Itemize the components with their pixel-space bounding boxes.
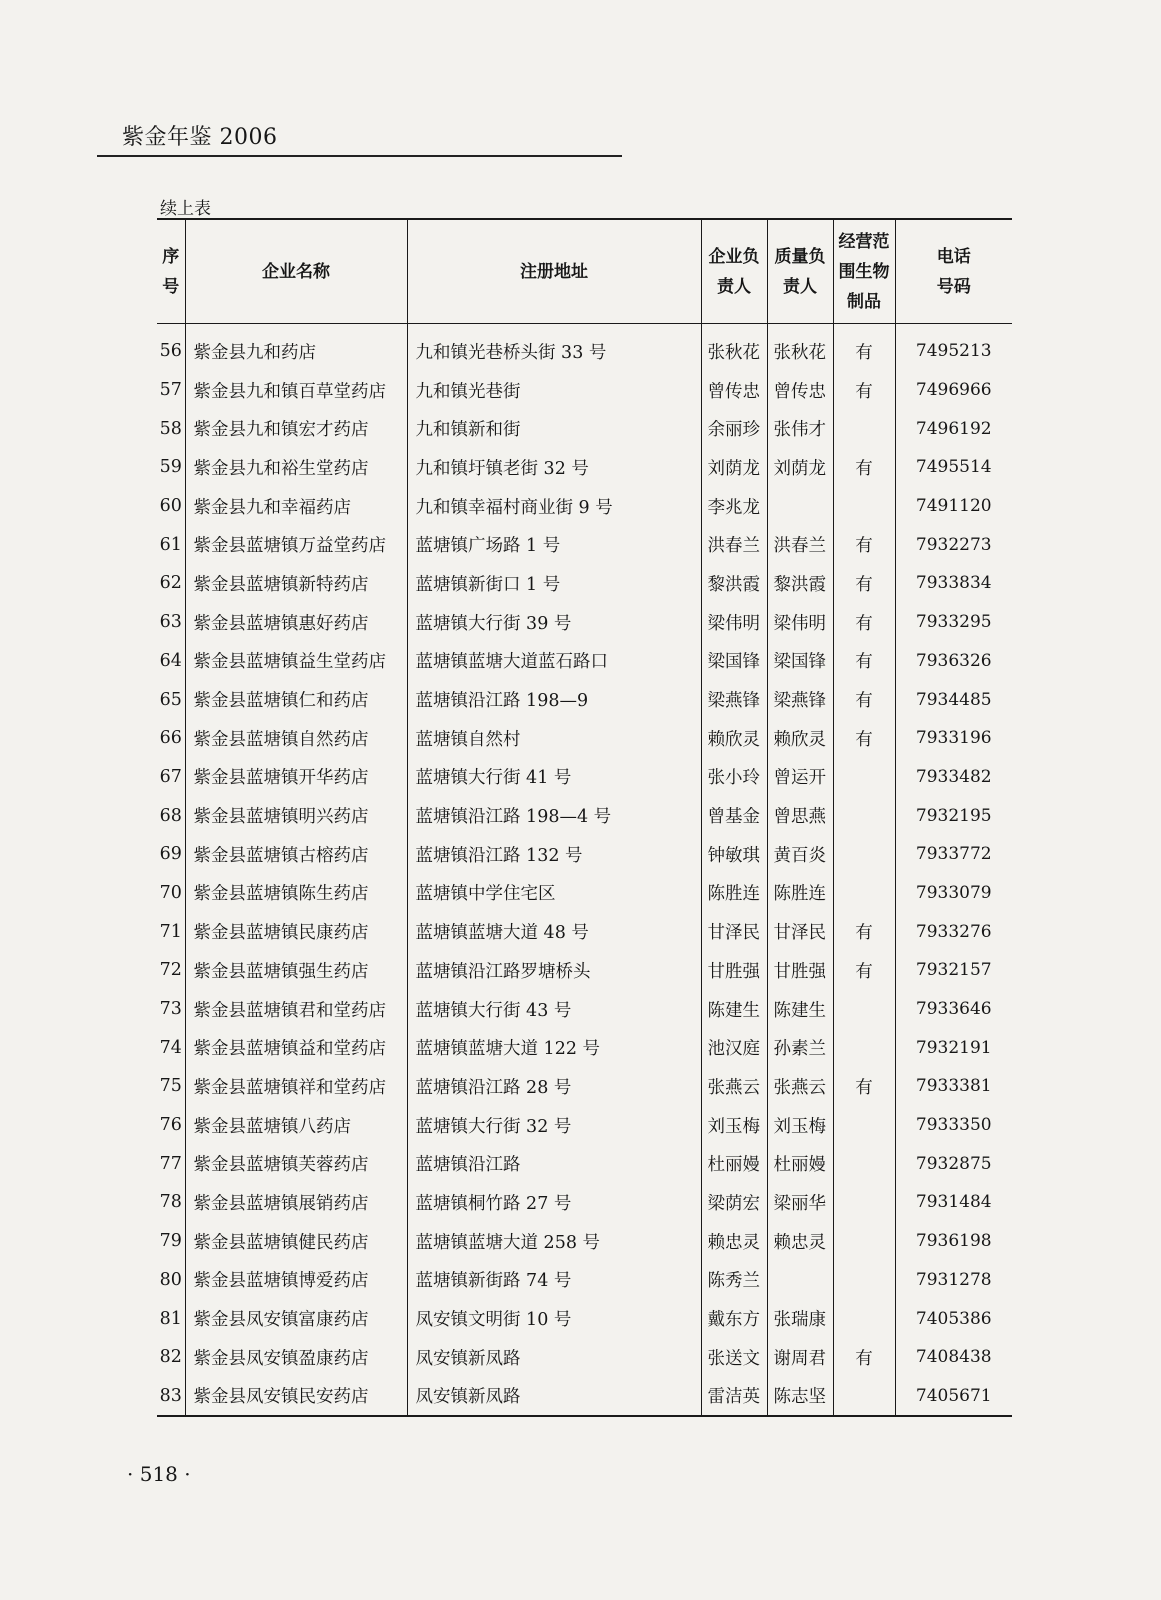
cell-quality-person: 曾传忠 [767, 371, 833, 410]
cell-quality-person: 陈建生 [767, 990, 833, 1029]
cell-phone: 7495213 [895, 324, 1012, 371]
cell-bio-products: 有 [833, 324, 895, 371]
cell-phone: 7496966 [895, 371, 1012, 410]
cell-quality-person: 曾思燕 [767, 796, 833, 835]
cell-phone: 7936198 [895, 1222, 1012, 1261]
table-row [157, 990, 1012, 1029]
cell-bio-products: 有 [833, 912, 895, 951]
cell-phone: 7933381 [895, 1067, 1012, 1106]
cell-address: 九和镇光巷桥头街 33 号 [407, 324, 701, 371]
table-row [157, 1144, 1012, 1183]
cell-address: 蓝塘镇沿江路 [407, 1144, 701, 1183]
cell-phone: 7405386 [895, 1299, 1012, 1338]
cell-phone: 7933295 [895, 603, 1012, 642]
cell-seq: 76 [159, 1115, 182, 1136]
table-row [157, 1377, 1012, 1417]
cell-bio-products: 有 [833, 371, 895, 410]
table-row [157, 680, 1012, 719]
cell-quality-person: 陈胜连 [767, 874, 833, 913]
cell-legal-person: 张送文 [701, 1338, 767, 1377]
cell-phone: 7932195 [895, 796, 1012, 835]
cell-legal-person: 戴东方 [701, 1299, 767, 1338]
cell-seq: 83 [159, 1385, 182, 1406]
cell-address: 蓝塘镇蓝塘大道蓝石路口 [407, 642, 701, 681]
cell-quality-person: 梁国锋 [767, 642, 833, 681]
col-header-address: 注册地址 [407, 219, 701, 324]
cell-seq: 82 [159, 1347, 182, 1368]
cell-quality-person: 刘荫龙 [767, 448, 833, 487]
cell-seq: 79 [159, 1231, 182, 1252]
cell-quality-person: 刘玉梅 [767, 1106, 833, 1145]
cell-name: 紫金县蓝塘镇仁和药店 [185, 680, 407, 719]
cell-seq: 70 [159, 882, 182, 903]
cell-legal-person: 雷洁英 [701, 1377, 767, 1417]
cell-quality-person: 曾运开 [767, 758, 833, 797]
cell-bio-products: 有 [833, 1067, 895, 1106]
cell-address: 凤安镇新凤路 [407, 1377, 701, 1417]
cell-address: 蓝塘镇大行街 41 号 [407, 758, 701, 797]
cell-legal-person: 曾基金 [701, 796, 767, 835]
cell-address: 蓝塘镇蓝塘大道 122 号 [407, 1028, 701, 1067]
cell-bio-products: 有 [833, 680, 895, 719]
cell-name: 紫金县蓝塘镇博爱药店 [185, 1261, 407, 1300]
cell-bio-products: 有 [833, 719, 895, 758]
cell-phone: 7933276 [895, 912, 1012, 951]
cell-bio-products [833, 874, 895, 913]
cell-bio-products [833, 1144, 895, 1183]
cell-name: 紫金县九和镇百草堂药店 [185, 371, 407, 410]
cell-address: 九和镇圩镇老街 32 号 [407, 448, 701, 487]
cell-seq: 57 [159, 380, 182, 401]
cell-legal-person: 张秋花 [701, 324, 767, 371]
cell-bio-products [833, 1222, 895, 1261]
cell-bio-products [833, 1028, 895, 1067]
cell-legal-person: 甘胜强 [701, 951, 767, 990]
cell-legal-person: 赖忠灵 [701, 1222, 767, 1261]
cell-phone: 7405671 [895, 1377, 1012, 1417]
cell-quality-person: 孙素兰 [767, 1028, 833, 1067]
cell-seq: 69 [159, 844, 182, 865]
cell-phone: 7936326 [895, 642, 1012, 681]
cell-bio-products [833, 1183, 895, 1222]
cell-legal-person: 梁伟明 [701, 603, 767, 642]
table-row [157, 835, 1012, 874]
cell-bio-products: 有 [833, 642, 895, 681]
cell-address: 蓝塘镇自然村 [407, 719, 701, 758]
cell-seq: 77 [159, 1153, 182, 1174]
cell-phone: 7933834 [895, 564, 1012, 603]
cell-quality-person: 赖忠灵 [767, 1222, 833, 1261]
table-row [157, 1338, 1012, 1377]
cell-name: 紫金县蓝塘镇万益堂药店 [185, 525, 407, 564]
cell-bio-products [833, 1377, 895, 1417]
cell-name: 紫金县蓝塘镇古榕药店 [185, 835, 407, 874]
cell-seq: 72 [159, 960, 182, 981]
cell-quality-person: 赖欣灵 [767, 719, 833, 758]
cell-bio-products [833, 1261, 895, 1300]
table-row [157, 1261, 1012, 1300]
table-row [157, 758, 1012, 797]
cell-seq: 62 [159, 573, 182, 594]
cell-phone: 7933482 [895, 758, 1012, 797]
cell-quality-person: 谢周君 [767, 1338, 833, 1377]
cell-phone: 7933196 [895, 719, 1012, 758]
cell-address: 蓝塘镇新街路 74 号 [407, 1261, 701, 1300]
cell-quality-person: 甘胜强 [767, 951, 833, 990]
cell-name: 紫金县蓝塘镇民康药店 [185, 912, 407, 951]
cell-address: 蓝塘镇中学住宅区 [407, 874, 701, 913]
cell-bio-products: 有 [833, 448, 895, 487]
cell-legal-person: 刘玉梅 [701, 1106, 767, 1145]
cell-bio-products [833, 1106, 895, 1145]
cell-quality-person: 黄百炎 [767, 835, 833, 874]
cell-legal-person: 李兆龙 [701, 487, 767, 526]
col-header-name: 企业名称 [185, 219, 407, 324]
cell-seq: 60 [159, 496, 182, 517]
table-row [157, 874, 1012, 913]
cell-name: 紫金县凤安镇富康药店 [185, 1299, 407, 1338]
cell-phone: 7931484 [895, 1183, 1012, 1222]
cell-quality-person: 梁伟明 [767, 603, 833, 642]
table-row [157, 1299, 1012, 1338]
cell-phone: 7932875 [895, 1144, 1012, 1183]
cell-name: 紫金县凤安镇民安药店 [185, 1377, 407, 1417]
cell-legal-person: 梁荫宏 [701, 1183, 767, 1222]
table-row [157, 912, 1012, 951]
cell-legal-person: 梁燕锋 [701, 680, 767, 719]
cell-name: 紫金县蓝塘镇强生药店 [185, 951, 407, 990]
table-row [157, 409, 1012, 448]
cell-phone: 7932157 [895, 951, 1012, 990]
cell-phone: 7491120 [895, 487, 1012, 526]
cell-quality-person [767, 1261, 833, 1300]
cell-name: 紫金县凤安镇盈康药店 [185, 1338, 407, 1377]
cell-quality-person: 张瑞康 [767, 1299, 833, 1338]
cell-quality-person: 黎洪霞 [767, 564, 833, 603]
cell-address: 蓝塘镇大行街 32 号 [407, 1106, 701, 1145]
cell-bio-products: 有 [833, 525, 895, 564]
cell-seq: 67 [159, 766, 182, 787]
cell-phone: 7933772 [895, 835, 1012, 874]
cell-legal-person: 陈秀兰 [701, 1261, 767, 1300]
cell-phone: 7933350 [895, 1106, 1012, 1145]
cell-name: 紫金县九和幸福药店 [185, 487, 407, 526]
cell-legal-person: 池汉庭 [701, 1028, 767, 1067]
table-row [157, 324, 1012, 371]
table-row [157, 525, 1012, 564]
cell-address: 蓝塘镇沿江路 198—4 号 [407, 796, 701, 835]
cell-bio-products [833, 758, 895, 797]
cell-bio-products [833, 796, 895, 835]
cell-seq: 66 [159, 728, 182, 749]
cell-address: 蓝塘镇新街口 1 号 [407, 564, 701, 603]
cell-seq: 56 [159, 341, 182, 362]
cell-seq: 81 [159, 1308, 182, 1329]
cell-name: 紫金县九和裕生堂药店 [185, 448, 407, 487]
cell-name: 紫金县蓝塘镇君和堂药店 [185, 990, 407, 1029]
cell-phone: 7496192 [895, 409, 1012, 448]
cell-address: 九和镇光巷街 [407, 371, 701, 410]
cell-quality-person: 陈志坚 [767, 1377, 833, 1417]
cell-name: 紫金县蓝塘镇芙蓉药店 [185, 1144, 407, 1183]
cell-phone: 7495514 [895, 448, 1012, 487]
cell-address: 蓝塘镇沿江路罗塘桥头 [407, 951, 701, 990]
cell-quality-person: 甘泽民 [767, 912, 833, 951]
table-row [157, 448, 1012, 487]
cell-legal-person: 刘荫龙 [701, 448, 767, 487]
cell-address: 蓝塘镇蓝塘大道 258 号 [407, 1222, 701, 1261]
cell-address: 蓝塘镇桐竹路 27 号 [407, 1183, 701, 1222]
cell-quality-person: 张伟才 [767, 409, 833, 448]
table-row [157, 1028, 1012, 1067]
cell-address: 凤安镇文明街 10 号 [407, 1299, 701, 1338]
table-row [157, 1067, 1012, 1106]
cell-legal-person: 张燕云 [701, 1067, 767, 1106]
table-body [157, 324, 1012, 1417]
cell-name: 紫金县蓝塘镇自然药店 [185, 719, 407, 758]
cell-bio-products: 有 [833, 951, 895, 990]
cell-quality-person: 杜丽嫚 [767, 1144, 833, 1183]
page-number: · 518 · [127, 1462, 191, 1486]
cell-bio-products [833, 1299, 895, 1338]
col-header-seq: 序号 [157, 219, 185, 324]
cell-seq: 59 [159, 457, 182, 478]
cell-name: 紫金县蓝塘镇陈生药店 [185, 874, 407, 913]
table-row [157, 1222, 1012, 1261]
cell-name: 紫金县蓝塘镇祥和堂药店 [185, 1067, 407, 1106]
cell-phone: 7933079 [895, 874, 1012, 913]
cell-address: 凤安镇新凤路 [407, 1338, 701, 1377]
continued-label: 续上表 [160, 199, 211, 219]
cell-address: 九和镇新和街 [407, 409, 701, 448]
cell-legal-person: 曾传忠 [701, 371, 767, 410]
cell-address: 蓝塘镇大行街 43 号 [407, 990, 701, 1029]
cell-phone: 7934485 [895, 680, 1012, 719]
cell-name: 紫金县蓝塘镇益生堂药店 [185, 642, 407, 681]
cell-address: 蓝塘镇沿江路 28 号 [407, 1067, 701, 1106]
cell-name: 紫金县蓝塘镇八药店 [185, 1106, 407, 1145]
table-row [157, 642, 1012, 681]
cell-name: 紫金县蓝塘镇益和堂药店 [185, 1028, 407, 1067]
col-header-bio: 经营范围生物制品 [833, 219, 895, 324]
cell-seq: 65 [159, 689, 182, 710]
table-row [157, 951, 1012, 990]
table-row [157, 719, 1012, 758]
cell-phone: 7932191 [895, 1028, 1012, 1067]
cell-legal-person: 陈建生 [701, 990, 767, 1029]
cell-seq: 63 [159, 612, 182, 633]
table-row [157, 796, 1012, 835]
table-row [157, 603, 1012, 642]
cell-bio-products: 有 [833, 1338, 895, 1377]
cell-quality-person [767, 487, 833, 526]
cell-bio-products [833, 487, 895, 526]
cell-seq: 64 [159, 650, 182, 671]
cell-legal-person: 梁国锋 [701, 642, 767, 681]
cell-name: 紫金县蓝塘镇开华药店 [185, 758, 407, 797]
cell-name: 紫金县蓝塘镇明兴药店 [185, 796, 407, 835]
table-row [157, 487, 1012, 526]
cell-phone: 7408438 [895, 1338, 1012, 1377]
cell-bio-products: 有 [833, 564, 895, 603]
cell-legal-person: 甘泽民 [701, 912, 767, 951]
cell-name: 紫金县蓝塘镇新特药店 [185, 564, 407, 603]
cell-legal-person: 陈胜连 [701, 874, 767, 913]
cell-phone: 7933646 [895, 990, 1012, 1029]
cell-seq: 80 [159, 1269, 182, 1290]
cell-name: 紫金县蓝塘镇惠好药店 [185, 603, 407, 642]
cell-seq: 71 [159, 921, 182, 942]
cell-seq: 68 [159, 805, 182, 826]
table-row [157, 564, 1012, 603]
cell-phone: 7931278 [895, 1261, 1012, 1300]
cell-name: 紫金县九和镇宏才药店 [185, 409, 407, 448]
cell-quality-person: 梁燕锋 [767, 680, 833, 719]
cell-name: 紫金县蓝塘镇健民药店 [185, 1222, 407, 1261]
cell-legal-person: 钟敏琪 [701, 835, 767, 874]
cell-seq: 74 [159, 1037, 182, 1058]
table-row [157, 1183, 1012, 1222]
cell-bio-products: 有 [833, 603, 895, 642]
table-header-row [157, 219, 1012, 324]
cell-legal-person: 赖欣灵 [701, 719, 767, 758]
cell-quality-person: 梁丽华 [767, 1183, 833, 1222]
cell-address: 九和镇幸福村商业街 9 号 [407, 487, 701, 526]
cell-name: 紫金县蓝塘镇展销药店 [185, 1183, 407, 1222]
cell-legal-person: 洪春兰 [701, 525, 767, 564]
cell-phone: 7932273 [895, 525, 1012, 564]
cell-quality-person: 洪春兰 [767, 525, 833, 564]
cell-address: 蓝塘镇大行街 39 号 [407, 603, 701, 642]
cell-legal-person: 余丽珍 [701, 409, 767, 448]
table-row [157, 371, 1012, 410]
col-header-legal: 企业负责人 [701, 219, 767, 324]
col-header-phone: 电话号码 [895, 219, 1012, 324]
table-row [157, 1106, 1012, 1145]
header-rule [97, 155, 622, 157]
cell-address: 蓝塘镇广场路 1 号 [407, 525, 701, 564]
col-header-quality: 质量负责人 [767, 219, 833, 324]
cell-address: 蓝塘镇沿江路 132 号 [407, 835, 701, 874]
cell-seq: 58 [159, 418, 182, 439]
cell-bio-products [833, 409, 895, 448]
pharmacy-directory-table [157, 218, 1012, 1417]
cell-quality-person: 张燕云 [767, 1067, 833, 1106]
cell-address: 蓝塘镇蓝塘大道 48 号 [407, 912, 701, 951]
cell-legal-person: 杜丽嫚 [701, 1144, 767, 1183]
cell-quality-person: 张秋花 [767, 324, 833, 371]
cell-bio-products [833, 990, 895, 1029]
cell-seq: 61 [159, 534, 182, 555]
cell-legal-person: 黎洪霞 [701, 564, 767, 603]
cell-name: 紫金县九和药店 [185, 324, 407, 371]
cell-seq: 73 [159, 999, 182, 1020]
cell-seq: 75 [159, 1076, 182, 1097]
cell-bio-products [833, 835, 895, 874]
cell-legal-person: 张小玲 [701, 758, 767, 797]
cell-address: 蓝塘镇沿江路 198—9 [407, 680, 701, 719]
cell-seq: 78 [159, 1192, 182, 1213]
page-header-title: 紫金年鉴 2006 [122, 125, 278, 150]
